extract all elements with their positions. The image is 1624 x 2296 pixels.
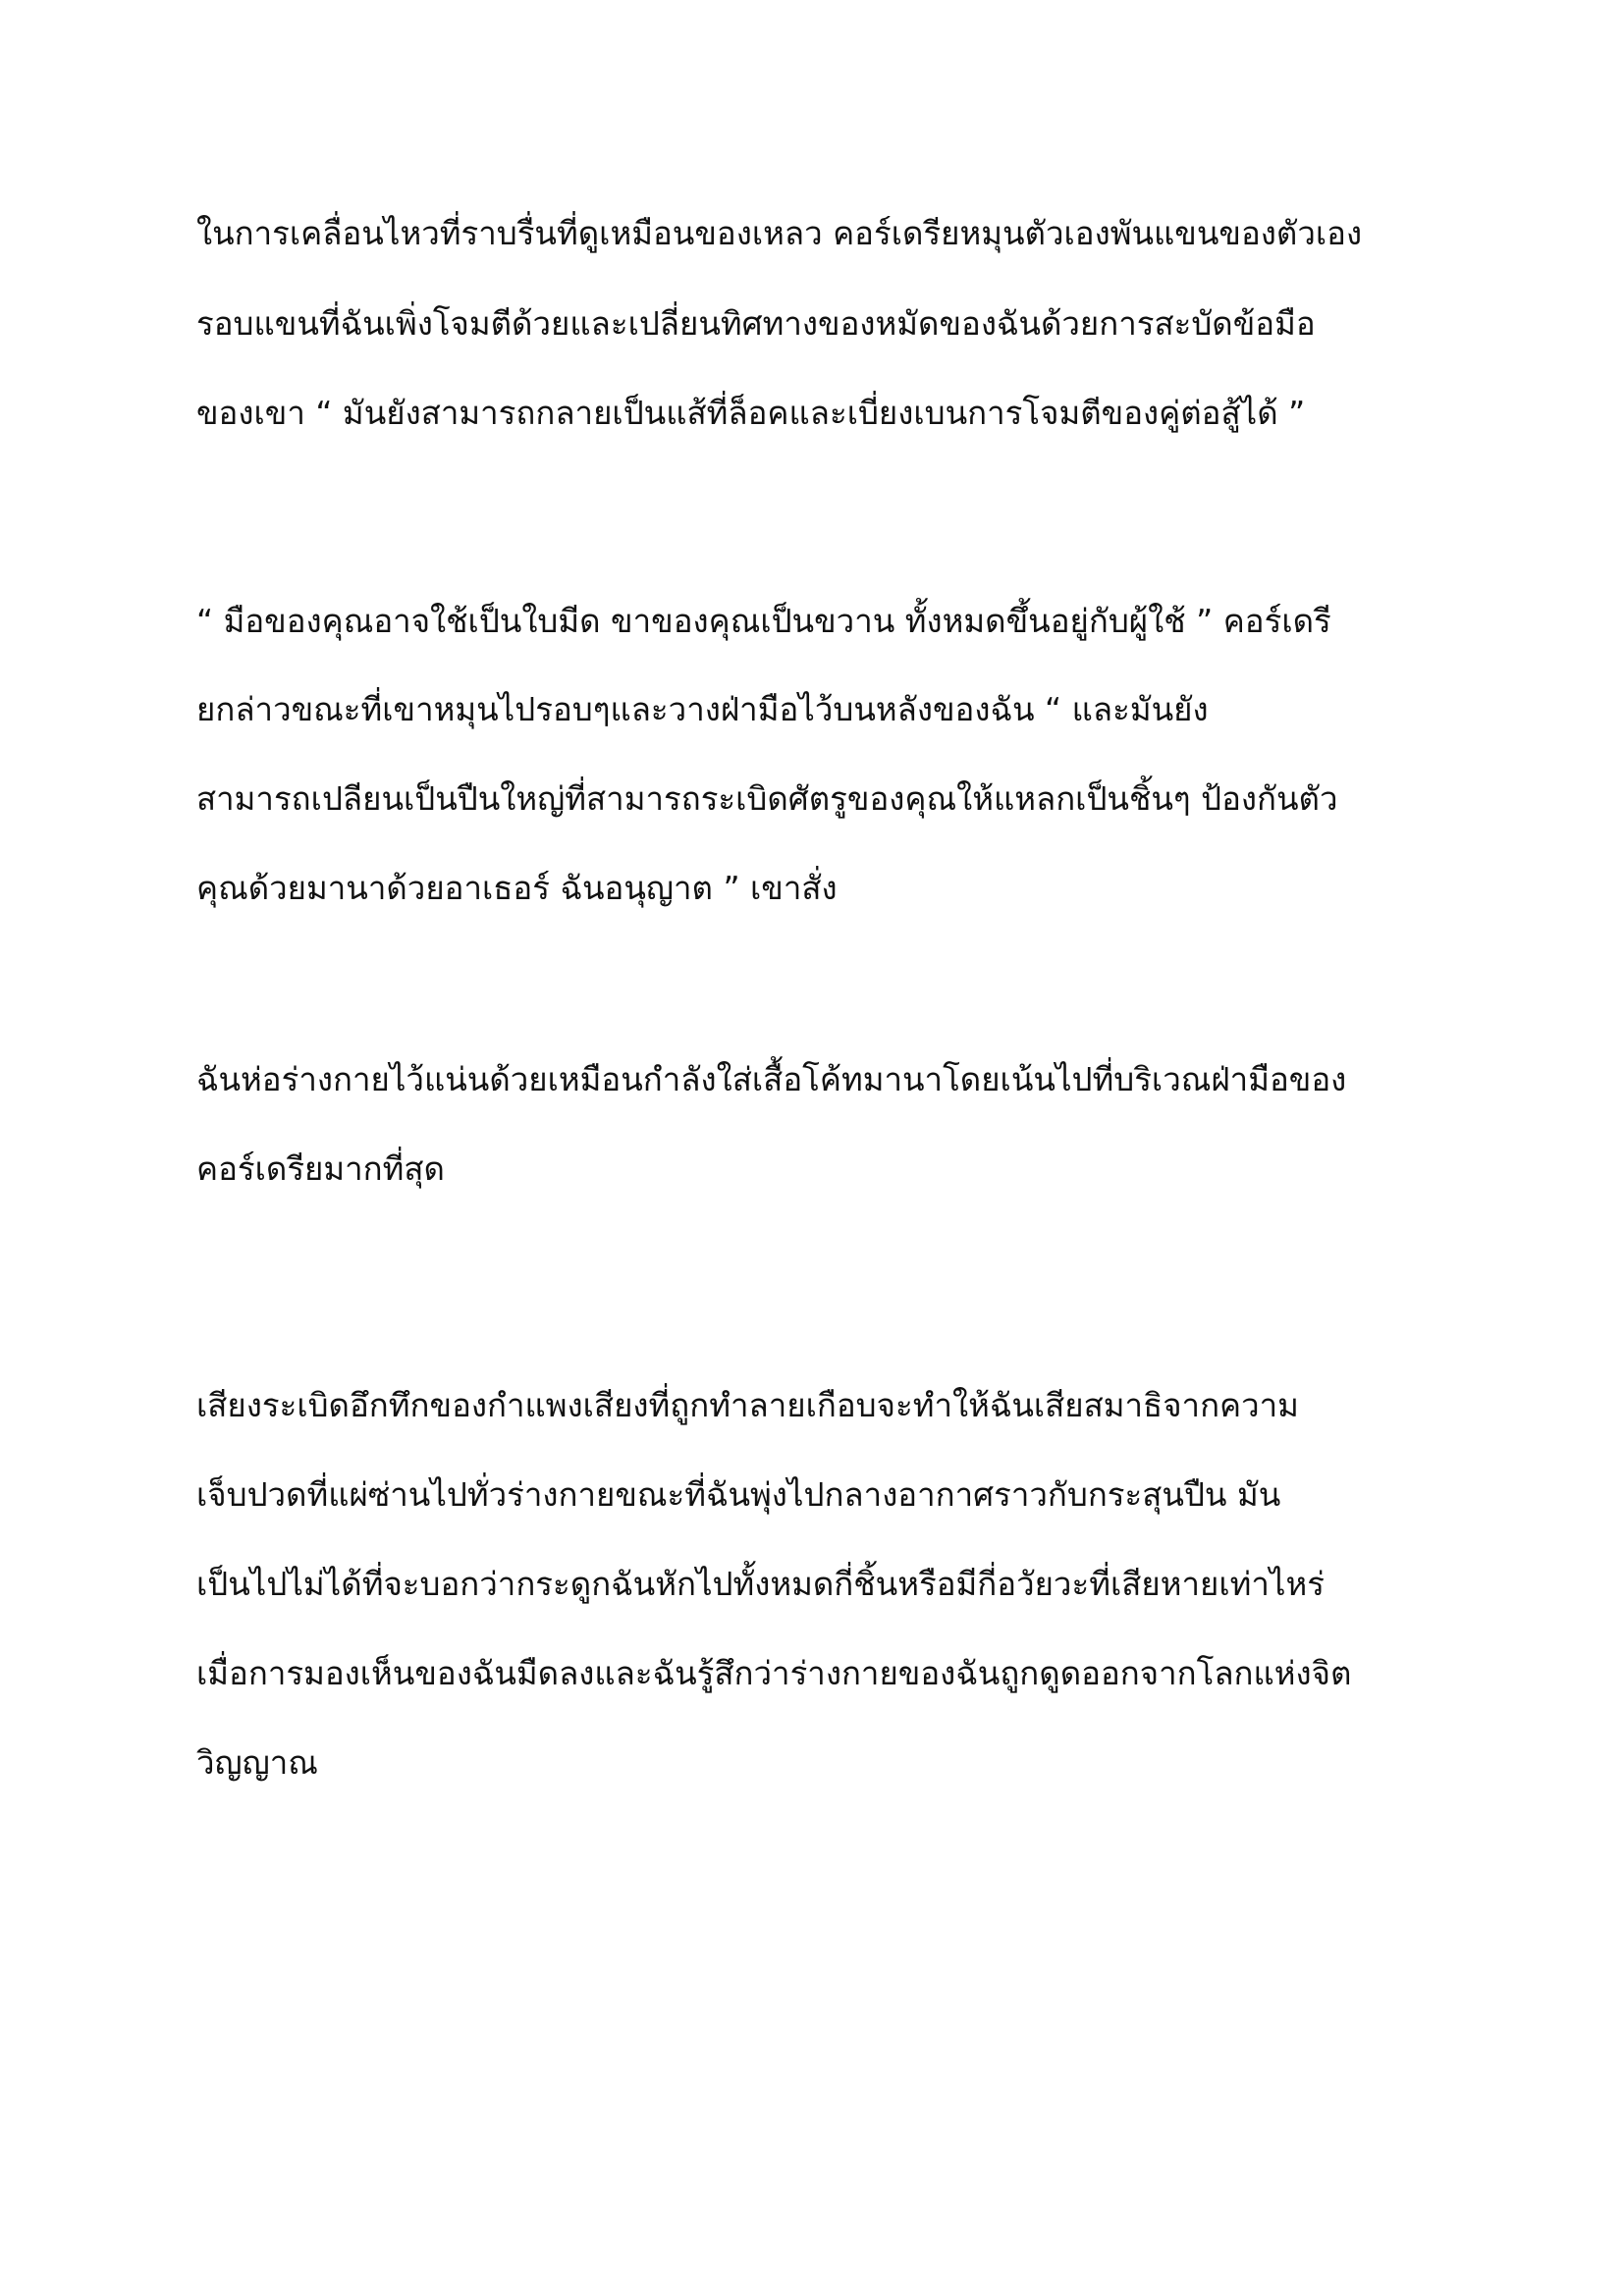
paragraph-line: เมื่อการมองเห็นของฉันมืดลงและฉันรู้สึกว่าร่างกายของฉันถูกดูดออกจากโลกแห่งจิต — [196, 1654, 1352, 1692]
paragraph-line: คอร์เดรียมากที่สุด — [196, 1149, 445, 1188]
paragraph-line: เจ็บปวดที่แผ่ซ่านไปทั่วร่างกายขณะที่ฉันพุ่งไปกลางอากาศราวกับกระสุนปืน มัน — [196, 1475, 1281, 1514]
paragraph-line: เสียงระเบิดอึกทึกของกำแพงเสียงที่ถูกทำลายเกือบจะทำให้ฉันเสียสมาธิจากความ — [196, 1386, 1299, 1424]
paragraph-line: รอบแขนที่ฉันเพิ่งโจมตีด้วยและเปลี่ยนทิศทางของหมัดของฉันด้วยการสะบัดข้อมือ — [196, 304, 1316, 343]
paragraph-line: วิญญาณ — [196, 1743, 318, 1782]
paragraph-line: เป็นไปไม่ได้ที่จะบอกว่ากระดูกฉันหักไปทั้งหมดกี่ชิ้นหรือมีกี่อวัยวะที่เสียหายเท่าไหร่ — [196, 1565, 1325, 1603]
paragraph-line: สามารถเปลียนเป็นปืนใหญ่ที่สามารถระเบิดศัตรูของคุณให้แหลกเป็นชิ้นๆ ป้องกันตัว — [196, 779, 1338, 818]
paragraph-line: ฉันห่อร่างกายไว้แน่นด้วยเหมือนกำลังใส่เสื้อโค้ทมานาโดยเน้นไปที่บริเวณฝ่ามือของ — [196, 1060, 1347, 1098]
paragraph-line: ยกล่าวขณะที่เขาหมุนไปรอบๆและวางฝ่ามือไว้บนหลังของฉัน “ และมันยัง — [196, 690, 1209, 728]
paragraph-line: คุณด้วยมานาด้วยอาเธอร์ ฉันอนุญาต ” เขาสั่ง — [196, 869, 838, 907]
paragraph-line: ในการเคลื่อนไหวที่ราบรื่นที่ดูเหมือนของเหลว คอร์เดรียหมุนตัวเองพันแขนของตัวเอง — [196, 214, 1363, 252]
paragraph-line: “ มือของคุณอาจใช้เป็นใบมีด ขาของคุณเป็นขวาน ทั้งหมดขึ้นอยู่กับผู้ใช้ ” คอร์เดรี — [196, 602, 1331, 640]
paragraph-line: ของเขา “ มันยังสามารถกลายเป็นแส้ที่ล็อคและเบี่ยงเบนการโจมตีของคู่ต่อสู้ได้ ” — [196, 394, 1306, 432]
